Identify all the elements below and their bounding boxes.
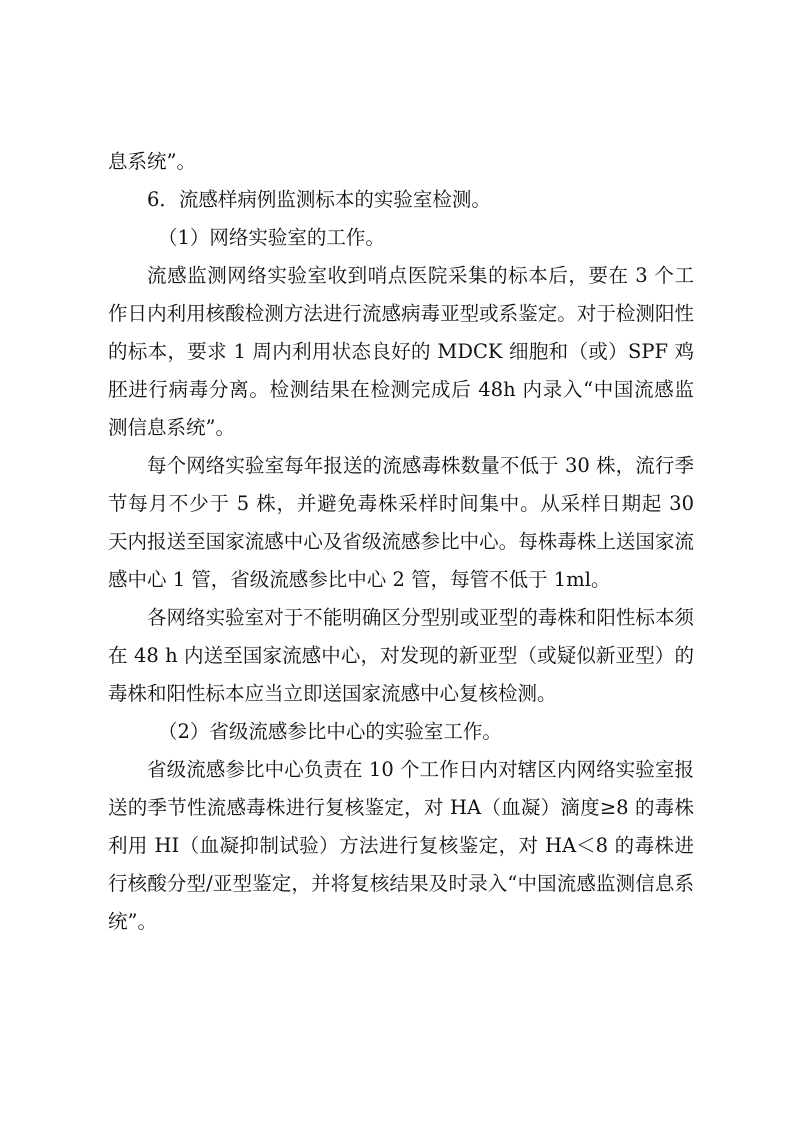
paragraph-body: 每个网络实验室每年报送的流感毒株数量不低于 30 株，流行季节每月不少于 5 株，并避免毒株采样时间集中。从采样日期起 30 天内报送至国家流感中心及省级流感参比中心。每株毒株上送国家流感中心 1 管，省级流感参比中心 2 管，每管不低于 1ml。 xyxy=(108,454,694,591)
paragraph-body: 各网络实验室对于不能明确区分型别或亚型的毒株和阳性标本须在 48 h 内送至国家流感中心，对发现的新亚型（或疑似新亚型）的毒株和阳性标本应当立即送国家流感中心复核检测。 xyxy=(108,606,694,705)
paragraph-body: 省级流感参比中心负责在 10 个工作日内对辖区内网络实验室报送的季节性流感毒株进行复核鉴定，对 HA（血凝）滴度≥8 的毒株利用 HI（血凝抑制试验）方法进行复核鉴定，对 HA＜8 的毒株进行核酸分型/亚型鉴定，并将复核结果及时录入“中国流感监测信息系统”。 xyxy=(108,758,694,933)
paragraph-body: 流感监测网络实验室收到哨点医院采集的标本后，要在 3 个工作日内利用核酸检测方法进行流感病毒亚型或系鉴定。对于检测阳性的标本，要求 1 周内利用状态良好的 MDCK 细胞和（或）SPF 鸡胚进行病毒分离。检测结果在检测完成后 48h 内录入“中国流感监测信息系统”。 xyxy=(108,264,694,439)
section-heading: 6．流感样病例监测标本的实验室检测。 xyxy=(147,188,491,211)
subsection-heading-network-lab: （1）网络实验室的工作。 xyxy=(158,226,385,249)
subsection-heading-provincial-lab: （2）省级流感参比中心的实验室工作。 xyxy=(158,720,502,743)
document-body xyxy=(108,143,694,941)
paragraph-continuation: 息系统”。 xyxy=(108,150,196,173)
